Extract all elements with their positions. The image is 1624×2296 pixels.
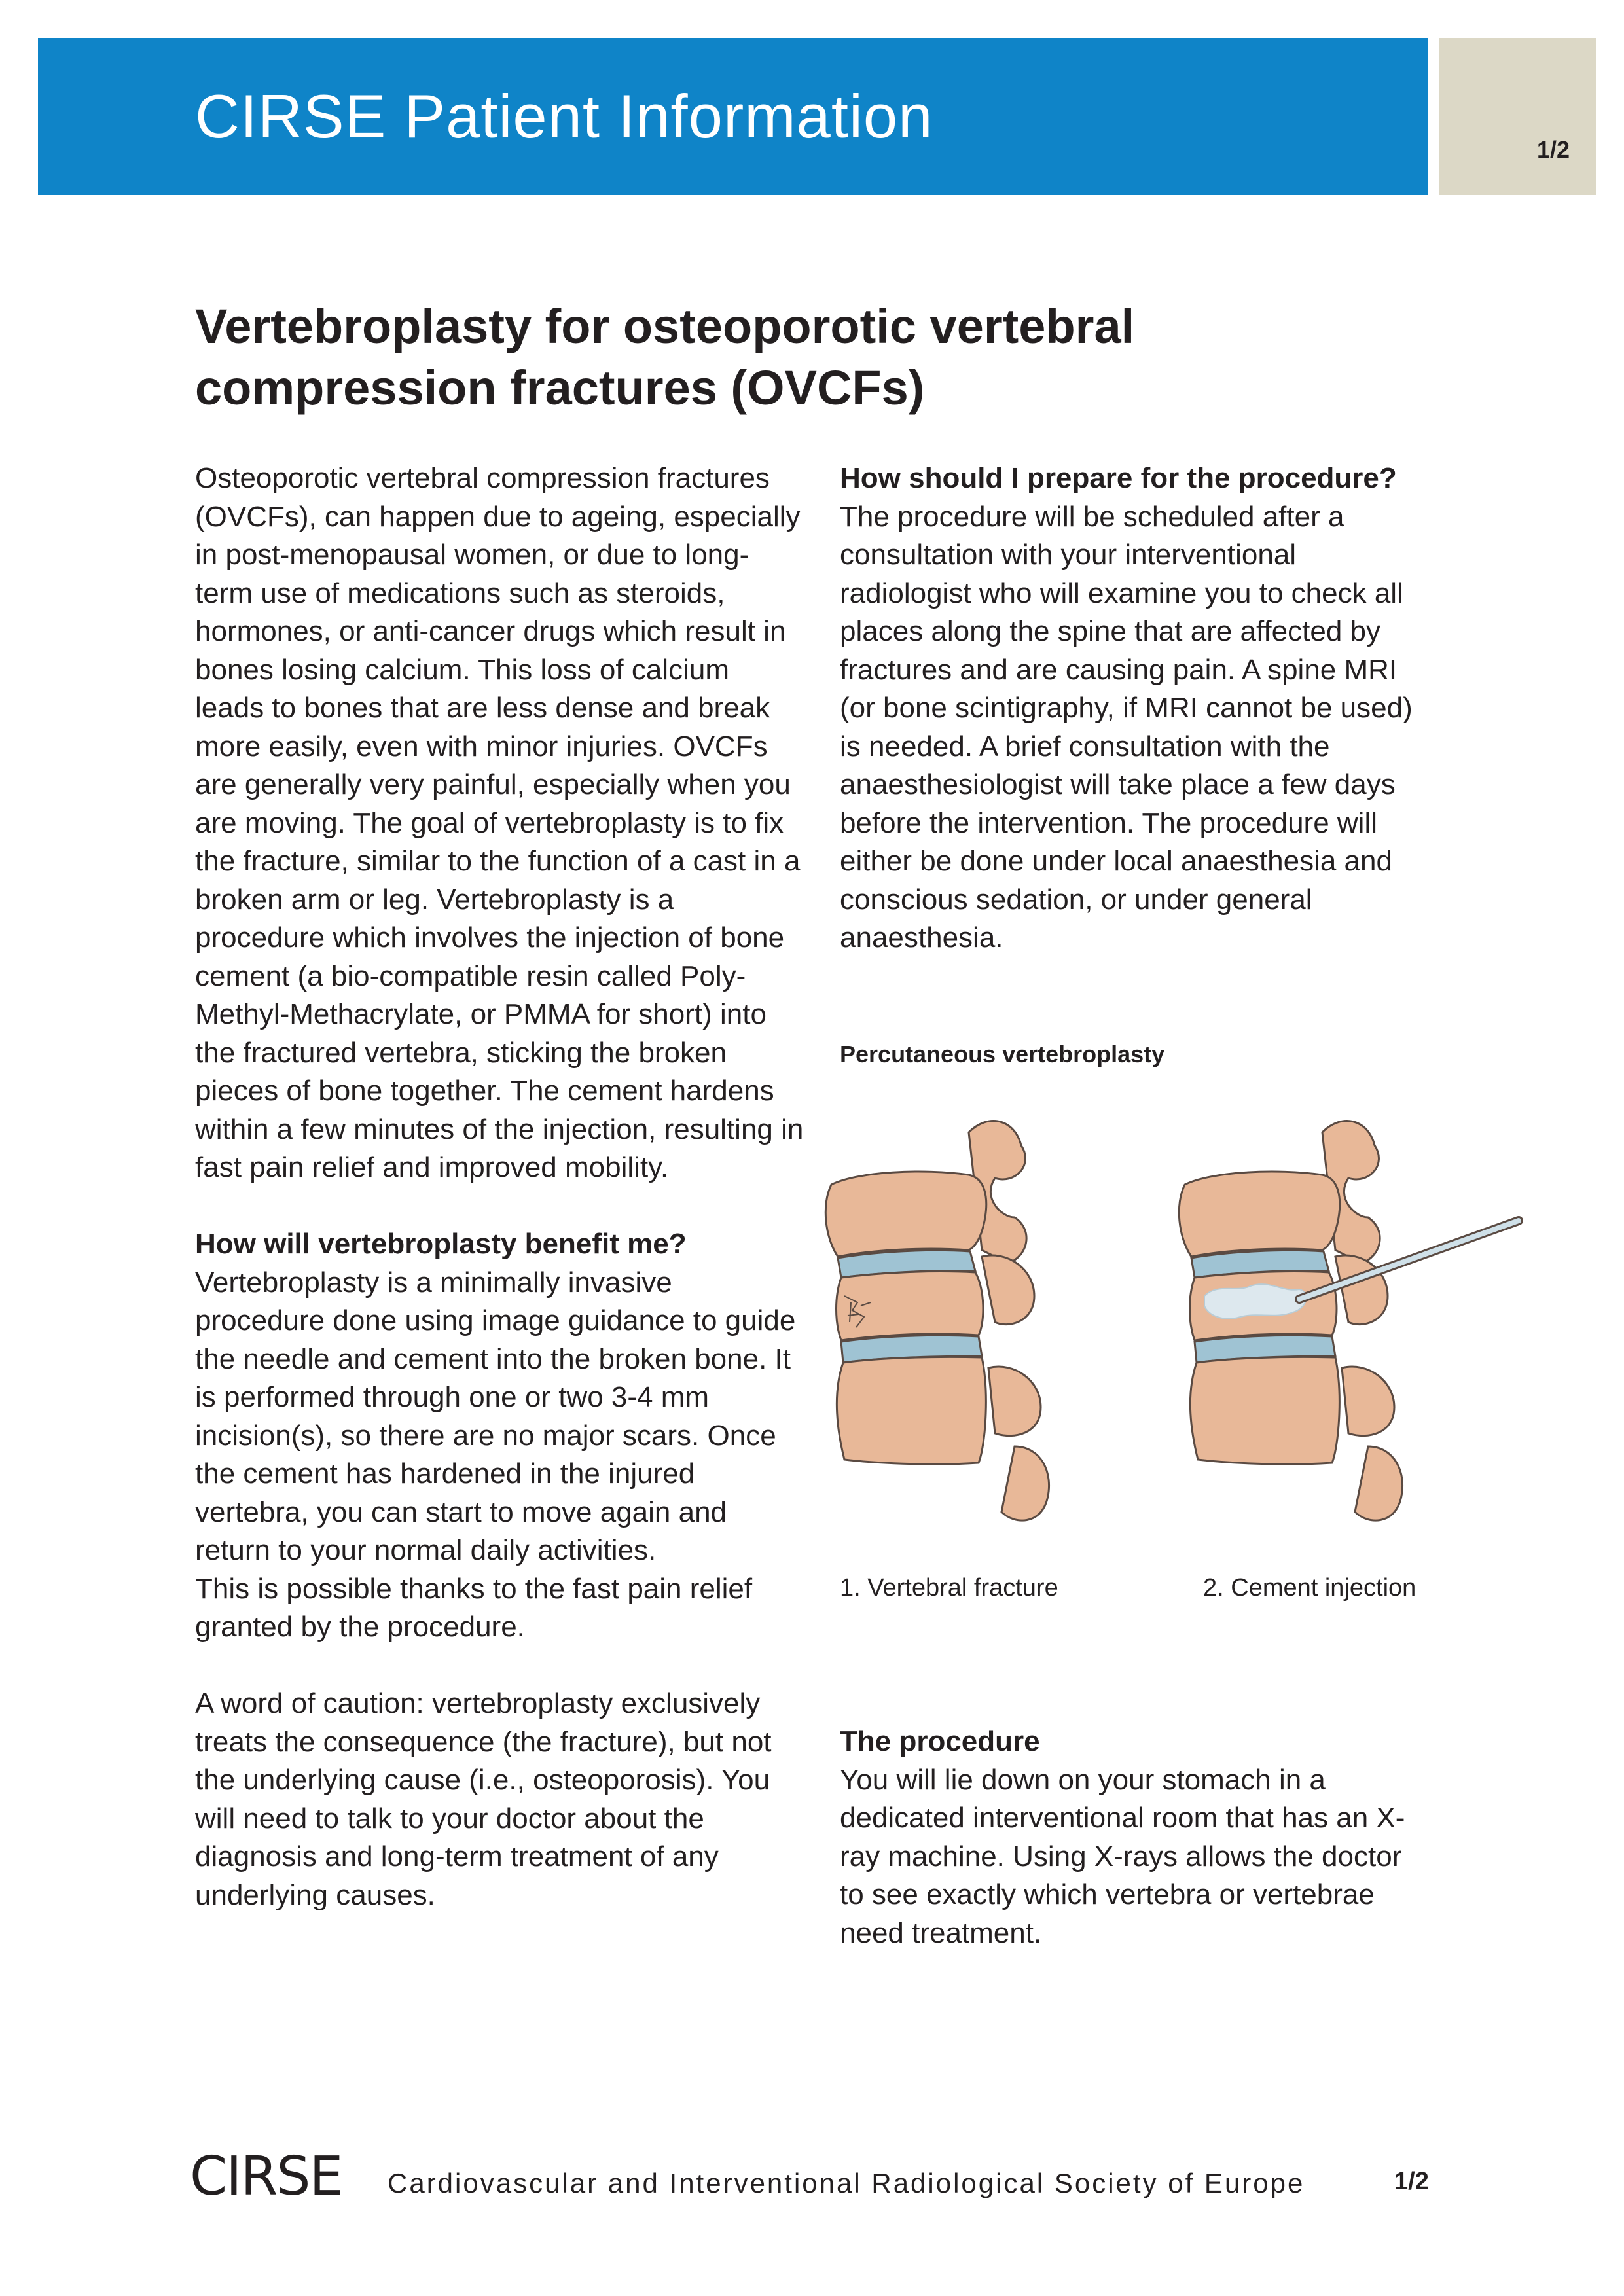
- bone-cement: [1204, 1284, 1307, 1319]
- vertebral-body: [837, 1357, 986, 1464]
- header-page-tab: [1439, 38, 1596, 195]
- benefit-heading: How will vertebroplasty benefit me?: [195, 1228, 687, 1260]
- benefit-paragraph-2: This is possible thanks to the fast pain relief granted by the procedure.: [195, 1572, 753, 1643]
- vertebral-body: [825, 1172, 986, 1257]
- benefit-paragraph: Vertebroplasty is a minimally invasive procedure done using image guidance to guide the needle and cement into the broken bone. It is performed through one or two 3-4 mm incision(s), so there are no major scars. Once the cement has hardened in the injured vertebra, you can start to move again and return to your normal daily activities.: [195, 1266, 796, 1566]
- posterior-process: [1355, 1446, 1403, 1520]
- society-name: Cardiovascular and Interventional Radiological Society of Europe: [388, 2168, 1305, 2198]
- posterior-process: [1342, 1367, 1394, 1436]
- cirse-logo: [190, 2145, 360, 2211]
- spine-cement-drawing: [1179, 1121, 1519, 1521]
- posterior-process: [982, 1255, 1034, 1325]
- figure-title: Percutaneous vertebroplasty: [840, 1041, 1165, 1067]
- figure-caption-2: 2. Cement injection: [1203, 1574, 1416, 1602]
- header-page-number: 1/2: [1536, 136, 1570, 163]
- procedure-paragraph: You will lie down on your stomach in a dedicated interventional room that has an X-ray machine. Using X-rays allows the doctor to see exactly which vertebra or vertebrae need treatment.: [840, 1763, 1405, 1949]
- intro-paragraph: Osteoporotic vertebral compression fractures (OVCFs), can happen due to ageing, especially in post-menopausal women, or due to long-term use of medications such as steroids, hormones, or anti-cancer drugs which result in bones losing calcium. This loss of calcium leads to bones that are less dense and break more easily, even with minor injuries. OVCFs are generally very painful, especially when you are moving. The goal of vertebroplasty is to fix the fracture, similar to the function of a cast in a broken arm or leg. Vertebroplasty is a procedure which involves the injection of bone cement (a bio-compatible resin called Poly-Methyl-Methacrylate, or PMMA for short) into the fractured vertebra, sticking the broken pieces of bone together. The cement hardens within a few minutes of the injection, resulting in fast pain relief and improved mobility.: [195, 462, 804, 1183]
- posterior-process: [988, 1367, 1041, 1436]
- prepare-paragraph: The procedure will be scheduled after a consultation with your interventional radiologist who will examine you to check all places along the spine that are affected by fractures and are causing pain. A spine MRI (or bone scintigraphy, if MRI cannot be used) is needed. A brief consultation with the anaesthesiologist will take place a few days before the intervention. The procedure will either be done under local anaesthesia and conscious sedation, or under general anaesthesia.: [840, 500, 1413, 954]
- page-title: Vertebroplasty for osteoporotic vertebral compression fractures (OVCFs): [195, 299, 1135, 415]
- caution-paragraph: A word of caution: vertebroplasty exclusively treats the consequence (the fracture), but not the underlying cause (i.e., osteoporosis). You will need to talk to your doctor about the diagnosis and long-term treatment of any underlying causes.: [195, 1687, 772, 1911]
- footer-page-number: 1/2: [1394, 2168, 1429, 2195]
- left-column: [195, 459, 804, 1914]
- fractured-vertebral-body: [837, 1272, 983, 1340]
- header-title: CIRSE Patient Information: [195, 82, 933, 151]
- right-column: [840, 459, 1429, 958]
- procedure-heading: The procedure: [840, 1725, 1040, 1757]
- procedure-section: [840, 1723, 1429, 1952]
- vertebral-body: [1190, 1357, 1339, 1464]
- cirse-logo-text: CIRSE: [190, 2145, 342, 2208]
- header-banner: [38, 38, 1428, 195]
- figure-caption-1: 1. Vertebral fracture: [840, 1574, 1058, 1602]
- posterior-process: [1001, 1446, 1049, 1520]
- vertebroplasty-illustration: [818, 1106, 1525, 1538]
- prepare-heading: How should I prepare for the procedure?: [840, 462, 1397, 494]
- spine-fracture-drawing: [825, 1121, 1049, 1521]
- vertebral-body: [1179, 1172, 1339, 1257]
